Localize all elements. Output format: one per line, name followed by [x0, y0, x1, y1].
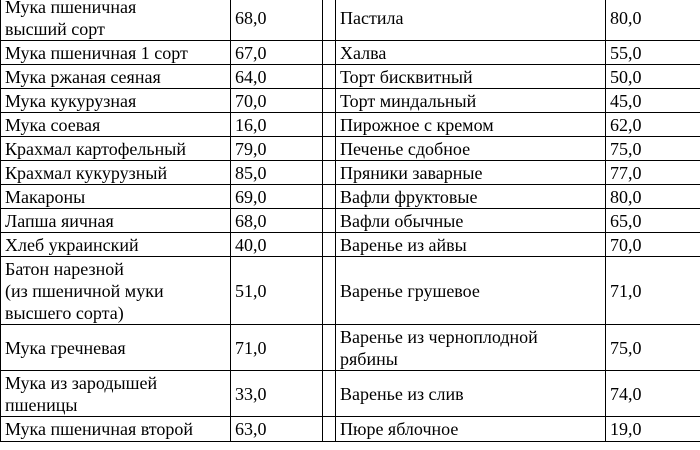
table-row [1, 41, 700, 65]
left-product-value: 16,0 [231, 113, 323, 137]
left-product-name: Мука пшеничная высший сорт [1, 0, 231, 41]
left-product-name: Батон нарезной (из пшеничной муки высшего сорта) [1, 257, 231, 325]
left-product-name: Крахмал картофельный [1, 137, 231, 161]
left-product-name: Лапша яичная [1, 209, 231, 233]
column-gap [323, 233, 336, 257]
left-product-value: 63,0 [231, 417, 323, 442]
left-product-value: 64,0 [231, 65, 323, 89]
table-row [1, 137, 700, 161]
right-product-value: 77,0 [606, 161, 700, 185]
right-product-name: Варенье из слив [336, 371, 606, 417]
left-product-name: Мука кукурузная [1, 89, 231, 113]
left-product-value: 70,0 [231, 89, 323, 113]
right-product-value: 71,0 [606, 257, 700, 325]
right-product-name: Печенье сдобное [336, 137, 606, 161]
column-gap [323, 89, 336, 113]
right-product-name: Торт бисквитный [336, 65, 606, 89]
table-row [1, 325, 700, 371]
column-gap [323, 41, 336, 65]
left-product-name: Мука пшеничная 1 сорт [1, 41, 231, 65]
left-product-value: 33,0 [231, 371, 323, 417]
table-row [1, 0, 700, 41]
left-product-value: 40,0 [231, 233, 323, 257]
table-row [1, 113, 700, 137]
column-gap [323, 325, 336, 371]
left-product-name: Макароны [1, 185, 231, 209]
right-product-value: 19,0 [606, 417, 700, 442]
column-gap [323, 417, 336, 442]
left-product-name: Мука соевая [1, 113, 231, 137]
right-product-name: Вафли фруктовые [336, 185, 606, 209]
right-product-name: Варенье грушевое [336, 257, 606, 325]
right-product-name: Халва [336, 41, 606, 65]
left-product-name: Мука из зародышей пшеницы [1, 371, 231, 417]
right-product-name: Варенье из айвы [336, 233, 606, 257]
table-row [1, 233, 700, 257]
left-product-value: 79,0 [231, 137, 323, 161]
column-gap [323, 0, 336, 41]
left-product-name: Крахмал кукурузный [1, 161, 231, 185]
right-product-name: Вафли обычные [336, 209, 606, 233]
right-product-name: Варенье из черноплодной рябины [336, 325, 606, 371]
right-product-name: Пастила [336, 0, 606, 41]
right-product-name: Торт миндальный [336, 89, 606, 113]
left-product-value: 68,0 [231, 0, 323, 41]
right-product-value: 80,0 [606, 0, 700, 41]
right-product-value: 70,0 [606, 233, 700, 257]
left-product-name: Мука ржаная сеяная [1, 65, 231, 89]
right-product-value: 55,0 [606, 41, 700, 65]
column-gap [323, 65, 336, 89]
column-gap [323, 209, 336, 233]
table-row [1, 371, 700, 417]
left-product-value: 69,0 [231, 185, 323, 209]
right-product-value: 45,0 [606, 89, 700, 113]
table-row [1, 209, 700, 233]
right-product-name: Пряники заварные [336, 161, 606, 185]
table-row [1, 65, 700, 89]
right-product-value: 75,0 [606, 137, 700, 161]
column-gap [323, 137, 336, 161]
table-row [1, 89, 700, 113]
table-row [1, 185, 700, 209]
right-product-value: 50,0 [606, 65, 700, 89]
table-body [1, 0, 700, 442]
left-product-value: 71,0 [231, 325, 323, 371]
right-product-value: 75,0 [606, 325, 700, 371]
right-product-value: 74,0 [606, 371, 700, 417]
left-product-name: Мука гречневая [1, 325, 231, 371]
column-gap [323, 371, 336, 417]
column-gap [323, 113, 336, 137]
table-row [1, 257, 700, 325]
left-product-name: Хлеб украинский [1, 233, 231, 257]
left-product-value: 85,0 [231, 161, 323, 185]
right-product-name: Пирожное с кремом [336, 113, 606, 137]
column-gap [323, 257, 336, 325]
right-product-value: 62,0 [606, 113, 700, 137]
right-product-value: 80,0 [606, 185, 700, 209]
left-product-value: 51,0 [231, 257, 323, 325]
right-product-name: Пюре яблочное [336, 417, 606, 442]
left-product-value: 68,0 [231, 209, 323, 233]
table-row [1, 417, 700, 442]
column-gap [323, 161, 336, 185]
table-row [1, 161, 700, 185]
right-product-value: 65,0 [606, 209, 700, 233]
column-gap [323, 185, 336, 209]
left-product-name: Мука пшеничная второй [1, 417, 231, 442]
left-product-value: 67,0 [231, 41, 323, 65]
